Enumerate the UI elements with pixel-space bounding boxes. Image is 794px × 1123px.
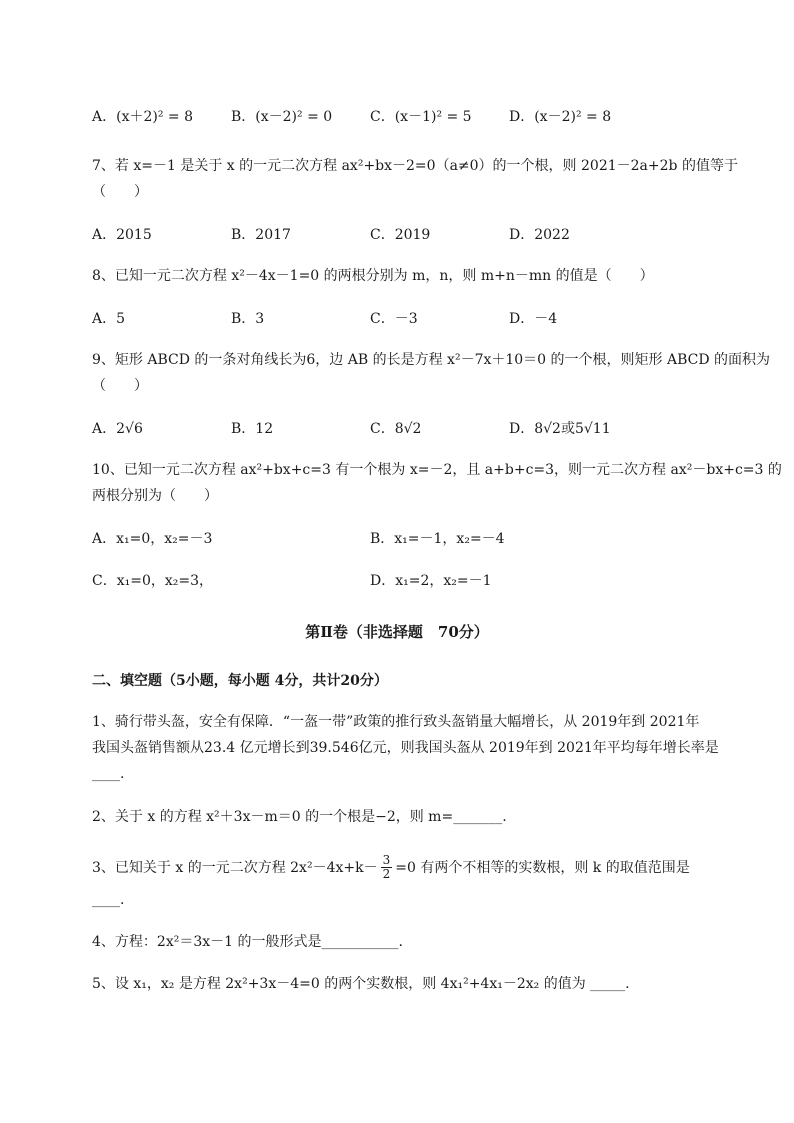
part2-title: 第Ⅱ卷（非选择题 70分）	[305, 623, 489, 641]
q7-option-c: C．2019	[370, 227, 431, 243]
q7-option-a: A．2015	[92, 227, 152, 243]
q6-option-a: A．(x＋2)² = 8	[92, 109, 193, 125]
q7-text-line2: （ ）	[92, 184, 148, 200]
q10-option-d: D．x₁=2，x₂=－1	[370, 573, 492, 589]
f5-text: 5、设 x₁，x₂ 是方程 2x²+3x－4=0 的两个实数根，则 4x₁²+4x₁－2x₂ 的值为 _____.	[92, 976, 630, 992]
q8-option-b: B．3	[231, 311, 265, 327]
f4-text: 4、方程：2x²＝3x－1 的一般形式是___________.	[92, 934, 403, 950]
q8-option-c: C．－3	[370, 311, 418, 327]
q7-option-d: D．2022	[509, 227, 570, 243]
q9-text-line1: 9、矩形 ABCD 的一条对角线长为6，边 AB 的长是方程 x²－7x＋10＝0 的一个根，则矩形 ABCD 的面积为	[92, 352, 771, 368]
q10-option-b: B．x₁=－1，x₂=－4	[370, 531, 505, 547]
q8-option-d: D．－4	[509, 311, 558, 327]
q6-option-d: D．(x－2)² = 8	[509, 109, 612, 125]
f1-text-line2: 我国头盔销售额从23.4 亿元增长到39.546亿元，则我国头盔从 2019年到 2021年平均每年增长率是	[92, 740, 719, 756]
q7-option-b: B．2017	[231, 227, 291, 243]
q8-option-a: A．5	[92, 311, 126, 327]
f3-text-part-b: =0 有两个不相等的实数根，则 k 的取值范围是	[395, 859, 690, 876]
q7-text-line1: 7、若 x=－1 是关于 x 的一元二次方程 ax²+bx－2=0（a≠0）的一个根，则 2021－2a+2b 的值等于	[92, 158, 738, 174]
f3-text-part-a: 3、已知关于 x 的一元二次方程 2x²－4x+k－	[92, 859, 378, 876]
q8-text: 8、已知一元二次方程 x²－4x－1=0 的两根分别为 m，n，则 m+n－mn 的值是（ ）	[92, 268, 654, 284]
f2-text: 2、关于 x 的方程 x²＋3x－m＝0 的一个根是−2，则 m=_______.	[92, 809, 507, 825]
q10-option-a: A．x₁=0，x₂=－3	[92, 531, 213, 547]
f3-fraction-denominator: 2	[382, 867, 391, 881]
f1-text-line1: 1、骑行带头盔，安全有保障．“一盔一带”政策的推行致头盔销量大幅增长，从 2019年到 2021年	[92, 714, 700, 730]
f3-fraction-numerator: 3	[382, 853, 391, 867]
q6-option-b: B．(x－2)² = 0	[231, 109, 333, 125]
q9-option-b: B．12	[231, 421, 274, 437]
f3-fraction	[381, 854, 393, 881]
q9-option-c: C．8√2	[370, 421, 422, 437]
section2-heading: 二、填空题（5小题，每小题 4分，共计20分）	[92, 673, 388, 689]
f3-text-line1	[92, 854, 690, 881]
q10-text-line2: 两根分别为（ ）	[92, 488, 218, 504]
q10-text-line1: 10、已知一元二次方程 ax²+bx+c=3 有一个根为 x=－2，且 a+b+c=3，则一元二次方程 ax²－bx+c=3 的	[92, 462, 782, 478]
f3-text-line2: ____.	[92, 892, 125, 908]
f1-text-line3: ____.	[92, 766, 125, 782]
q9-option-a: A．2√6	[92, 421, 143, 437]
q9-option-d: D．8√2或5√11	[509, 421, 611, 437]
q10-option-c: C．x₁=0，x₂=3，	[92, 573, 214, 589]
q6-option-c: C．(x－1)² = 5	[370, 109, 472, 125]
q9-text-line2: （ ）	[92, 378, 148, 394]
